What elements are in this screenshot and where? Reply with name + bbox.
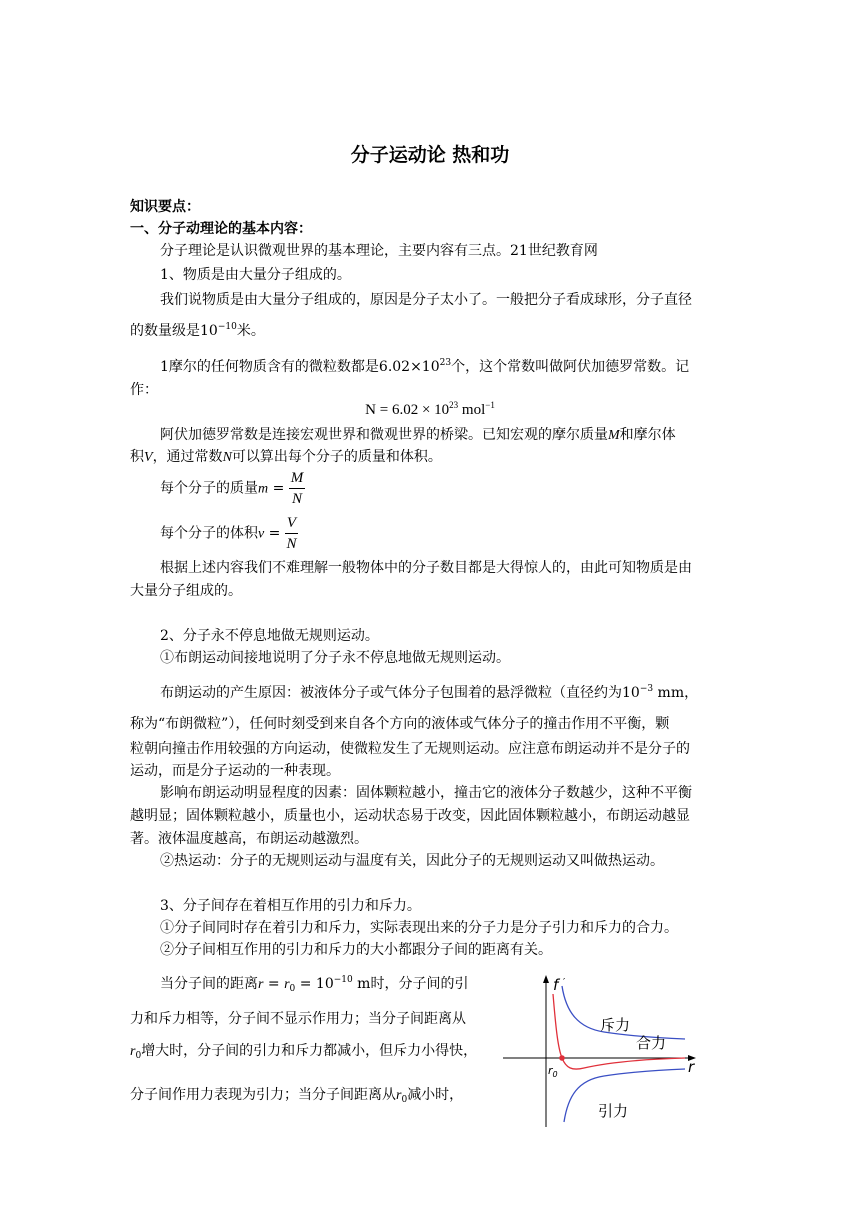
paragraph-line: 阿伏加德罗常数是连接宏观世界和微观世界的桥梁。已知宏观的摩尔质量M和摩尔体 — [160, 427, 676, 443]
paragraph-line: 的数量级是$10^{-10}$米。 — [130, 322, 265, 339]
volume-fraction: $\frac{V}{N}$ — [286, 515, 297, 552]
paragraph-line: $r_0$增大时，分子间的引力和斥力都减小，但斥力小得快， — [130, 1043, 478, 1061]
paragraph-intro: 分子理论是认识微观世界的基本理论，主要内容有三点。21世纪教育网 — [160, 243, 598, 259]
y-axis-prime: ′ — [563, 977, 566, 988]
repulsion-label: 斥力 — [600, 1016, 631, 1034]
attraction-label: 引力 — [598, 1102, 629, 1120]
paragraph-line: 1摩尔的任何物质含有的微粒数都是$6.02\times 10^{23}$个，这个常数叫做阿伏加德罗常数。记 — [160, 358, 690, 375]
paragraph-line: 作： — [130, 382, 158, 398]
avogadro-formula: $N = 6.02 \times 10^{23}$ mol$^{-1}$ — [365, 400, 495, 418]
subheading-attraction-repulsion: 3、分子间存在着相互作用的引力和斥力。 — [160, 898, 421, 914]
paragraph-line: ②分子间相互作用的引力和斥力的大小都跟分子间的距离有关。 — [160, 942, 552, 958]
paragraph-line: ②热运动：分子的无规则运动与温度有关，因此分子的无规则运动又叫做热运动。 — [160, 853, 664, 869]
volume-formula: 每个分子的体积v = $\frac{V}{N}$ — [160, 515, 297, 552]
paragraph-line: 著。液体温度越高，布朗运动越激烈。 — [130, 831, 368, 847]
section-label: 知识要点： — [130, 199, 200, 215]
equilibrium-point — [559, 1055, 565, 1061]
paragraph-line: 力和斥力相等，分子间不显示作用力；当分子间距离从 — [130, 1011, 466, 1027]
page-title: 分子运动论 热和功 — [350, 144, 510, 166]
paragraph-line: 我们说物质是由大量分子组成的，原因是分子太小了。一般把分子看成球形，分子直径 — [160, 292, 692, 308]
resultant-label: 合力 — [636, 1034, 667, 1052]
paragraph-line: 运动，而是分子运动的一种表现。 — [130, 763, 340, 779]
y-axis-label: f — [553, 976, 559, 994]
origin-label: $r_0$ — [548, 1064, 558, 1079]
paragraph-line: 称为“布朗微粒”），任何时刻受到来自各个方向的液体或气体分子的撞击作用不平衡，颗 — [130, 716, 670, 732]
paragraph-line: 粒朝向撞击作用较强的方向运动，使微粒发生了无规则运动。应注意布朗运动并不是分子的 — [130, 741, 690, 757]
subheading-irregular-motion: 2、分子永不停息地做无规则运动。 — [160, 628, 379, 644]
heading-basic-content: 一、分子动理论的基本内容： — [130, 221, 312, 237]
subheading-matter-composed: 1、物质是由大量分子组成的。 — [160, 267, 351, 283]
paragraph-line: 积V，通过常数N可以算出每个分子的质量和体积。 — [130, 449, 442, 465]
y-axis-arrow — [543, 975, 549, 983]
paragraph-line: 布朗运动的产生原因：被液体分子或气体分子包围着的悬浮微粒（直径约为$10^{-3}$ mm， — [160, 684, 699, 701]
paragraph-line: ①分子间同时存在着引力和斥力，实际表现出来的分子力是分子引力和斥力的合力。 — [160, 920, 678, 936]
paragraph-line: ①布朗运动间接地说明了分子永不停息地做无规则运动。 — [160, 650, 510, 666]
paragraph-line: 根据上述内容我们不难理解一般物体中的分子数目都是大得惊人的，由此可知物质是由 — [160, 560, 692, 576]
molecular-force-graph — [500, 972, 710, 1134]
mass-formula: 每个分子的质量m = $\frac{M}{N}$ — [160, 470, 304, 507]
paragraph-line: 当分子间的距离$r = r_0 = 10^{-10}$ m时，分子间的引 — [160, 975, 469, 994]
paragraph-line: 影响布朗运动明显程度的因素：固体颗粒越小，撞击它的液体分子数越少，这种不平衡 — [160, 785, 692, 801]
mass-fraction: $\frac{M}{N}$ — [290, 470, 304, 507]
x-axis-label: r — [688, 1058, 695, 1076]
paragraph-line: 分子间作用力表现为引力；当分子间距离从$r_0$减小时， — [130, 1087, 464, 1105]
paragraph-line: 越明显；固体颗粒越小，质量也小，运动状态易于改变，因此固体颗粒越小，布朗运动越显 — [130, 808, 690, 824]
paragraph-line: 大量分子组成的。 — [130, 583, 242, 599]
